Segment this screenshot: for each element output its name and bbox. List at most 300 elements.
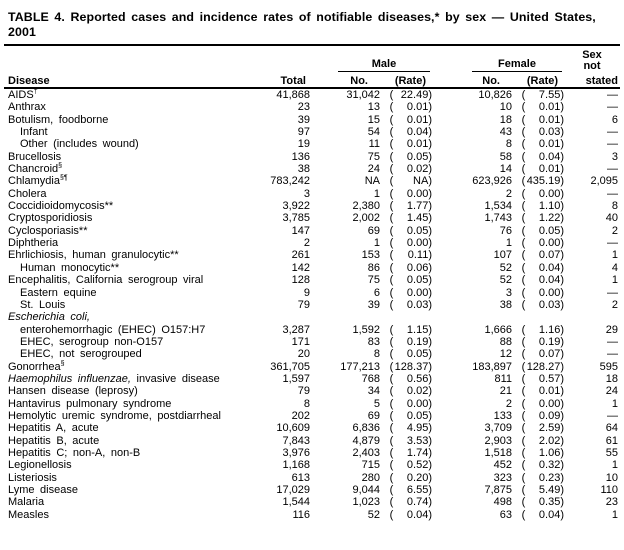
female-rate-value: 0.05: [538, 224, 561, 237]
female-count: 107: [493, 249, 512, 262]
female-rate: ( 0.07): [521, 348, 565, 361]
table-row: [4, 287, 620, 299]
male-count: 1,023: [352, 496, 380, 509]
female-count: 52: [499, 274, 512, 287]
table-row: [4, 175, 620, 187]
female-rate: ( 0.23): [521, 471, 565, 484]
female-count: 452: [493, 459, 512, 472]
male-count: 9,044: [352, 484, 380, 496]
male-count: 69: [367, 224, 380, 237]
female-rate: ( 0.04): [521, 150, 565, 163]
female-rate-value: 0.32: [538, 459, 561, 472]
table-row: [4, 496, 620, 508]
sex-not-stated-value: 1: [611, 459, 619, 472]
female-rate-value: 0.00: [538, 237, 561, 250]
male-count: 715: [361, 459, 380, 472]
female-rate-value: 2.02: [538, 434, 561, 447]
female-count: 43: [499, 126, 512, 139]
female-count: 52: [499, 261, 512, 274]
disease-name: EHEC, not serogrouped: [20, 348, 142, 361]
total-value: 613: [291, 471, 310, 484]
disease-name: Hantavirus pulmonary syndrome: [8, 397, 172, 410]
male-rate-value: 1.45: [406, 212, 429, 225]
female-count: 3: [505, 286, 512, 299]
female-count: 323: [493, 471, 512, 484]
sex-not-stated-value: 1: [611, 508, 619, 521]
male-rate: ( 4.95): [389, 422, 432, 435]
table-row: [4, 249, 620, 261]
male-rate: ( 0.01): [389, 113, 432, 126]
female-count: 1: [505, 237, 512, 250]
male-rate-value: 0.01: [406, 138, 429, 151]
sex-not-stated-value: —: [607, 163, 619, 176]
female-rate: ( 0.00): [521, 286, 565, 299]
total-value: 20: [297, 348, 310, 361]
disease-name: Gonorrhea§: [8, 359, 65, 373]
sex-not-stated-value: 2: [611, 224, 619, 237]
table-row: [4, 299, 620, 311]
total-value: 17,029: [276, 484, 310, 496]
female-rate-value: 0.00: [538, 286, 561, 299]
male-count: 24: [367, 163, 380, 176]
sex-not-stated-value: 61: [605, 434, 619, 447]
total-value: 19: [297, 138, 310, 151]
table-row: [4, 385, 620, 397]
total-value: 3,785: [282, 212, 310, 225]
male-count: 768: [361, 372, 380, 385]
male-count: 5: [373, 397, 380, 410]
male-rate: ( 0.20): [389, 471, 432, 484]
male-rate: ( 0.11): [389, 249, 432, 262]
male-count: 1: [373, 187, 380, 200]
male-count: 1: [373, 237, 380, 250]
male-rate-value: 0.74: [406, 496, 429, 509]
sex-not-stated-value: 2,095: [590, 175, 619, 188]
total-value: 361,705: [270, 360, 310, 373]
male-rate-value: 0.05: [406, 409, 429, 422]
total-value: 1,597: [282, 372, 310, 385]
sex-not-stated-line2: not: [583, 60, 601, 72]
total-value: 7,843: [282, 434, 310, 447]
male-rate: ( 0.01): [389, 138, 432, 151]
female-count: 2: [505, 397, 512, 410]
female-rate: ( 0.35): [521, 496, 565, 509]
disease-name: Lyme disease: [8, 484, 78, 496]
female-count: 811: [494, 372, 512, 385]
male-rate-value: 0.05: [406, 224, 429, 237]
table-row: [4, 126, 620, 138]
female-rate-value: 0.04: [538, 261, 561, 274]
female-rate-value: 0.23: [538, 471, 561, 484]
male-rate: ( 0.02): [389, 385, 432, 398]
male-count: 6,836: [352, 422, 380, 435]
table-row: [4, 509, 620, 521]
header-spacer-total: [248, 46, 312, 72]
female-rate: ( 1.22): [521, 212, 565, 225]
male-rate-value: 4.95: [406, 422, 429, 435]
sex-not-stated-value: 2: [611, 298, 619, 311]
male-rate: ( 0.02): [389, 163, 432, 176]
female-rate: ( 1.10): [521, 200, 565, 213]
male-count: 83: [367, 335, 380, 348]
disease-name: Cryptosporidiosis: [8, 212, 93, 225]
male-rate: (128.37): [389, 360, 432, 373]
table-row: [4, 361, 620, 373]
table-row: [4, 373, 620, 385]
disease-name: Diphtheria: [8, 237, 59, 250]
male-rate: ( 0.05): [389, 224, 432, 237]
table-row: [4, 472, 620, 484]
footnote-marker: †: [33, 88, 38, 96]
disease-name: [4, 311, 248, 323]
male-count: 11: [368, 138, 380, 151]
female-count: 10: [499, 101, 512, 114]
male-rate-value: 0.04: [406, 508, 429, 521]
sex-not-stated-header-top: [564, 46, 620, 72]
disease-name: Cyclosporiasis**: [8, 224, 88, 237]
total-value: 116: [292, 508, 310, 521]
male-count: 69: [367, 409, 380, 422]
female-count: 2,903: [484, 434, 512, 447]
disease-name-italic: Haemophilus influenzae,: [8, 372, 131, 385]
sex-not-stated-value: —: [607, 187, 619, 200]
female-group-label: Female: [472, 58, 562, 72]
male-count: 39: [367, 298, 380, 311]
female-rate: ( 7.55): [521, 89, 565, 101]
male-rate-value: 128.37: [394, 360, 429, 373]
male-rate-value: 0.19: [406, 335, 429, 348]
female-rate-value: 128.27: [526, 360, 561, 373]
male-rate: ( 0.03): [389, 298, 432, 311]
female-rate: ( 0.07): [521, 249, 565, 262]
table-row: [4, 225, 620, 237]
total-value: 202: [291, 409, 310, 422]
female-rate-value: 0.04: [538, 274, 561, 287]
female-rate-value: 0.19: [538, 335, 561, 348]
female-rate-value: 0.09: [538, 409, 561, 422]
disease-name: Botulism, foodborne: [8, 113, 109, 126]
male-count: 177,213: [340, 360, 380, 373]
table-row: [4, 422, 620, 434]
male-rate-value: 3.53: [406, 434, 429, 447]
table-row: [4, 262, 620, 274]
male-count: 2,002: [352, 212, 380, 225]
table-row: [4, 410, 620, 422]
disease-name: enterohemorrhagic (EHEC) O157:H7: [20, 323, 206, 336]
disease-name: Human monocytic**: [20, 261, 120, 274]
sex-not-stated-value: 24: [605, 385, 619, 398]
total-value: 1,544: [282, 496, 310, 509]
disease-name: EHEC, serogroup non-O157: [20, 335, 164, 348]
male-rate-value: 0.05: [406, 150, 429, 163]
female-count: 133: [493, 409, 512, 422]
sex-not-stated-value: —: [607, 286, 619, 299]
sex-not-stated-value: 55: [605, 446, 619, 459]
female-rate-value: 0.35: [538, 496, 561, 509]
disease-name: Coccidioidomycosis**: [8, 200, 114, 213]
disease-name: Ehrlichiosis, human granulocytic**: [8, 249, 179, 262]
female-rate: ( 0.01): [521, 138, 565, 151]
female-count: 88: [499, 335, 512, 348]
total-value: 79: [297, 298, 310, 311]
female-rate-value: 0.07: [538, 249, 561, 262]
male-rate-value: NA: [413, 175, 429, 188]
female-count: 14: [499, 163, 512, 176]
female-rate: ( 0.03): [521, 298, 565, 311]
female-rate: ( 0.00): [521, 397, 565, 410]
total-value: 97: [297, 126, 310, 139]
disease-name-italic: Escherichia coli,: [8, 311, 90, 324]
sex-not-stated-value: —: [607, 101, 619, 114]
disease-table: [4, 46, 620, 521]
table-row: [4, 88, 620, 101]
female-rate-value: 0.04: [538, 508, 561, 521]
disease-name: Hemolytic uremic syndrome, postdiarrheal: [8, 409, 221, 422]
sex-not-stated-value: 3: [611, 150, 619, 163]
male-rate-value: 0.06: [406, 261, 429, 274]
male-rate: ( 6.55): [389, 484, 432, 496]
disease-name: AIDS†: [8, 88, 38, 101]
female-count: [432, 311, 514, 323]
male-rate-value: 6.55: [406, 484, 429, 496]
sex-not-stated-value: —: [607, 138, 619, 151]
female-count: 623,926: [472, 175, 512, 188]
female-rate-value: 0.03: [538, 298, 561, 311]
table-row: [4, 447, 620, 459]
male-rate-value: 0.02: [406, 385, 429, 398]
female-rate: ( 0.01): [521, 385, 565, 398]
female-rate: ( 0.04): [521, 508, 565, 521]
male-rate: ( 0.05): [389, 348, 432, 361]
female-rate: ( 0.01): [521, 163, 565, 176]
male-count: 75: [367, 274, 380, 287]
disease-name: Cholera: [8, 187, 47, 200]
male-rate: ( 22.49): [389, 89, 432, 101]
sex-not-stated-value: 23: [605, 496, 619, 509]
female-count: 1,534: [484, 200, 512, 213]
column-header-total: Total: [248, 72, 312, 88]
male-count: 52: [367, 508, 380, 521]
male-rate-value: 0.20: [406, 471, 429, 484]
table-row: [4, 138, 620, 150]
male-rate: ( NA): [389, 175, 432, 188]
female-count: 498: [493, 496, 512, 509]
female-rate: ( 0.00): [521, 237, 565, 250]
table-row: [4, 484, 620, 496]
sex-not-stated-line1: Sex: [582, 49, 602, 61]
female-rate-value: 0.07: [538, 348, 561, 361]
female-count: 18: [499, 113, 512, 126]
total-value: 10,609: [276, 422, 310, 435]
male-count: 2,380: [352, 200, 380, 213]
sex-not-stated-value: —: [607, 237, 619, 250]
table-row: [4, 200, 620, 212]
disease-name: Brucellosis: [8, 150, 62, 163]
male-rate-value: 0.05: [406, 274, 429, 287]
male-rate-value: 1.77: [406, 200, 429, 213]
sex-not-stated-value: 1: [611, 274, 619, 287]
disease-name: Chancroid§: [8, 162, 63, 176]
disease-name: Hepatitis A, acute: [8, 422, 99, 435]
female-rate-value: 1.10: [538, 200, 561, 213]
female-rate-value: 0.00: [538, 187, 561, 200]
column-header-male-no: No.: [312, 72, 382, 88]
disease-name: Anthrax: [8, 101, 46, 114]
male-rate: ( 0.00): [389, 286, 432, 299]
total-value: 38: [297, 163, 310, 176]
male-rate: ( 0.05): [389, 409, 432, 422]
female-count: 12: [499, 348, 512, 361]
total-value: 128: [291, 274, 310, 287]
male-count: 54: [367, 126, 380, 139]
female-rate-value: 7.55: [538, 89, 561, 101]
female-count: 183,897: [472, 360, 512, 373]
sex-not-stated-value: 110: [600, 484, 619, 496]
male-rate-value: 0.03: [406, 298, 429, 311]
male-rate-value: 0.05: [406, 348, 429, 361]
female-count: 2: [505, 187, 512, 200]
male-rate-value: 0.52: [406, 459, 429, 472]
female-count: 38: [499, 298, 512, 311]
disease-name: Hepatitis B, acute: [8, 434, 100, 447]
male-rate: ( 0.00): [389, 187, 432, 200]
female-rate: ( 0.00): [521, 187, 565, 200]
column-header-female-rate: (Rate): [514, 72, 564, 88]
sex-not-stated-value: 1: [611, 397, 619, 410]
sex-not-stated-value: [564, 311, 620, 323]
male-rate: ( 3.53): [389, 434, 432, 447]
male-rate: ( 0.19): [389, 335, 432, 348]
sex-not-stated-value: —: [607, 409, 619, 422]
male-count: 1,592: [352, 323, 380, 336]
male-rate: ( 0.00): [389, 237, 432, 250]
total-value: 39: [297, 113, 310, 126]
total-value: 2: [303, 237, 310, 250]
total-value: [248, 311, 312, 323]
female-rate-value: 0.00: [538, 397, 561, 410]
male-count: 15: [367, 113, 380, 126]
male-count: 31,042: [346, 89, 380, 101]
male-rate-value: 0.01: [406, 101, 429, 114]
disease-name: Malaria: [8, 496, 45, 509]
table-row: [4, 163, 620, 175]
female-count: 10,826: [478, 89, 512, 101]
sex-not-stated-value: 29: [605, 323, 619, 336]
total-value: 3,976: [282, 446, 310, 459]
male-rate-value: 0.00: [406, 187, 429, 200]
male-group-header: [312, 46, 432, 72]
female-rate: ( 0.09): [521, 409, 565, 422]
male-rate: ( 1.77): [389, 200, 432, 213]
table-row: [4, 435, 620, 447]
male-rate: ( 0.00): [389, 397, 432, 410]
table-row: [4, 212, 620, 224]
female-rate: ( 0.04): [521, 274, 565, 287]
female-rate-value: 0.03: [538, 126, 561, 139]
female-rate: ( 0.04): [521, 261, 565, 274]
male-rate-value: 0.04: [406, 126, 429, 139]
male-count: 280: [361, 471, 380, 484]
male-rate: ( 0.74): [389, 496, 432, 509]
table-row: [4, 398, 620, 410]
table-title: [4, 10, 620, 40]
male-rate: ( 1.15): [389, 323, 432, 336]
female-rate-value: 0.01: [538, 138, 561, 151]
sex-not-stated-value: 6: [611, 113, 619, 126]
female-count: 63: [499, 508, 512, 521]
male-rate: ( 0.05): [389, 150, 432, 163]
female-rate: ( 0.01): [521, 113, 565, 126]
table-title-line1: TABLE 4. Reported cases and incidence rates of notifiable diseases,* by sex — United States,: [8, 10, 596, 24]
footnote-marker: §¶: [59, 174, 68, 182]
total-value: 142: [291, 261, 310, 274]
sex-not-stated-value: 8: [611, 200, 619, 213]
column-header-female-no: No.: [432, 72, 514, 88]
female-count: 58: [499, 150, 512, 163]
sex-not-stated-value: 64: [605, 422, 619, 435]
total-value: 136: [291, 150, 310, 163]
total-value: 261: [291, 249, 310, 262]
male-rate-value: 1.74: [406, 446, 429, 459]
male-count: 34: [367, 385, 380, 398]
table-body: [4, 88, 620, 521]
female-rate: ( 1.06): [521, 446, 565, 459]
male-count: 4,879: [352, 434, 380, 447]
table-row: [4, 151, 620, 163]
female-rate: ( 0.05): [521, 224, 565, 237]
sex-not-stated-value: —: [607, 348, 619, 361]
male-rate-value: 0.00: [406, 286, 429, 299]
table-row: [4, 101, 620, 113]
female-rate: ( 0.57): [521, 372, 565, 385]
disease-name: Encephalitis, California serogroup viral: [8, 274, 204, 287]
male-rate: ( 1.45): [389, 212, 432, 225]
total-value: 79: [297, 385, 310, 398]
female-count: 21: [499, 385, 512, 398]
male-count: 13: [367, 101, 380, 114]
table-row: [4, 188, 620, 200]
table-row: [4, 311, 620, 323]
column-header-disease: Disease: [4, 72, 248, 88]
table-row: [4, 274, 620, 286]
table-row: [4, 324, 620, 336]
total-value: 41,868: [276, 89, 310, 101]
female-rate: (128.27): [521, 360, 565, 373]
female-rate-value: 5.49: [538, 484, 561, 496]
male-rate: ( 0.06): [389, 261, 432, 274]
column-header-male-rate: (Rate): [382, 72, 432, 88]
female-count: 76: [499, 224, 512, 237]
disease-name: Haemophilus influenzae, invasive disease: [8, 372, 220, 385]
total-value: 3,922: [282, 200, 310, 213]
female-count: 8: [505, 138, 512, 151]
male-count: 153: [361, 249, 380, 262]
female-rate: ( 0.01): [521, 101, 565, 114]
male-rate-value: 0.01: [406, 113, 429, 126]
male-rate-value: 0.56: [406, 372, 429, 385]
sex-not-stated-value: 40: [605, 212, 619, 225]
total-value: 147: [291, 224, 310, 237]
disease-name: Legionellosis: [8, 459, 72, 472]
sex-not-stated-value: 18: [605, 372, 619, 385]
female-count: 1,743: [484, 212, 512, 225]
male-count: 75: [367, 150, 380, 163]
sex-not-stated-value: —: [607, 89, 619, 101]
male-rate-value: 0.11: [407, 249, 429, 262]
female-rate-value: 2.59: [538, 422, 561, 435]
total-value: 1,168: [282, 459, 310, 472]
footnote-marker: §: [58, 162, 63, 170]
